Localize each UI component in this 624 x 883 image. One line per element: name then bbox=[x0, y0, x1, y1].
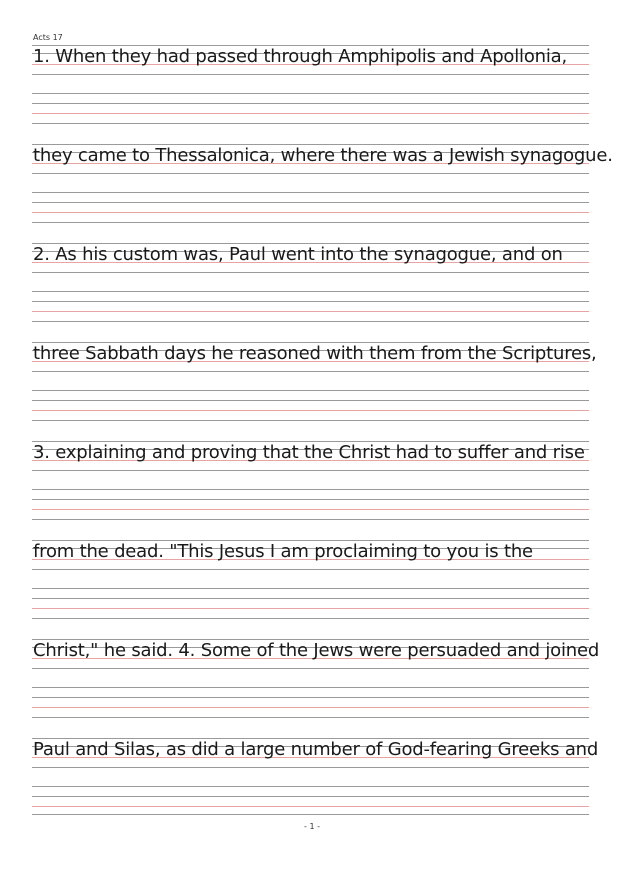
verse-line: they came to Thessalonica, where there was a Jewish synagogue. bbox=[33, 145, 613, 166]
verse-line: 1. When they had passed through Amphipolis and Apollonia, bbox=[33, 46, 568, 67]
guide-line-base bbox=[32, 707, 589, 708]
guide-line bbox=[32, 717, 589, 718]
guide-line bbox=[32, 74, 589, 75]
guide-line-base bbox=[32, 509, 589, 510]
guide-line bbox=[32, 470, 589, 471]
verse-line: 2. As his custom was, Paul went into the synagogue, and on bbox=[33, 244, 563, 265]
guide-line bbox=[32, 301, 589, 302]
verse-line: 3. explaining and proving that the Christ had to suffer and rise bbox=[33, 442, 585, 463]
guide-line bbox=[32, 173, 589, 174]
guide-line-base bbox=[32, 410, 589, 411]
copy-block bbox=[32, 540, 589, 630]
guide-line bbox=[32, 767, 589, 768]
verse-line: three Sabbath days he reasoned with them from the Scriptures, bbox=[33, 343, 597, 364]
guide-line bbox=[32, 668, 589, 669]
guide-line-base bbox=[32, 608, 589, 609]
guide-line bbox=[32, 123, 589, 124]
guide-line bbox=[32, 618, 589, 619]
guide-line-base bbox=[32, 806, 589, 807]
copy-block bbox=[32, 639, 600, 729]
guide-line-base bbox=[32, 113, 589, 114]
guide-line bbox=[32, 814, 589, 815]
guide-line bbox=[32, 192, 589, 193]
guide-line-base bbox=[32, 311, 589, 312]
guide-line bbox=[32, 569, 589, 570]
guide-line bbox=[32, 103, 589, 104]
guide-line bbox=[32, 796, 589, 797]
guide-line bbox=[32, 420, 589, 421]
guide-line bbox=[32, 390, 589, 391]
guide-line bbox=[32, 272, 589, 273]
guide-line bbox=[32, 697, 589, 698]
copy-block bbox=[32, 45, 589, 135]
guide-line bbox=[32, 598, 589, 599]
chapter-header: Acts 17 bbox=[33, 33, 63, 42]
copy-block bbox=[32, 144, 613, 234]
verse-line: Christ," he said. 4. Some of the Jews were persuaded and joined bbox=[33, 640, 600, 661]
copy-block bbox=[32, 243, 589, 333]
guide-line bbox=[32, 499, 589, 500]
guide-line bbox=[32, 687, 589, 688]
guide-line bbox=[32, 400, 589, 401]
guide-line-base bbox=[32, 212, 589, 213]
page-number: - 1 - bbox=[304, 822, 320, 831]
guide-line bbox=[32, 786, 589, 787]
copy-block bbox=[32, 738, 599, 828]
copy-block bbox=[32, 441, 589, 531]
guide-line bbox=[32, 93, 589, 94]
guide-line bbox=[32, 519, 589, 520]
verse-line: from the dead. "This Jesus I am proclaiming to you is the bbox=[33, 541, 533, 562]
guide-line bbox=[32, 321, 589, 322]
guide-line bbox=[32, 588, 589, 589]
copy-block bbox=[32, 342, 597, 432]
guide-line bbox=[32, 202, 589, 203]
guide-line bbox=[32, 489, 589, 490]
guide-line bbox=[32, 222, 589, 223]
guide-line bbox=[32, 291, 589, 292]
verse-line: Paul and Silas, as did a large number of God-fearing Greeks and bbox=[33, 739, 599, 760]
guide-line bbox=[32, 371, 589, 372]
